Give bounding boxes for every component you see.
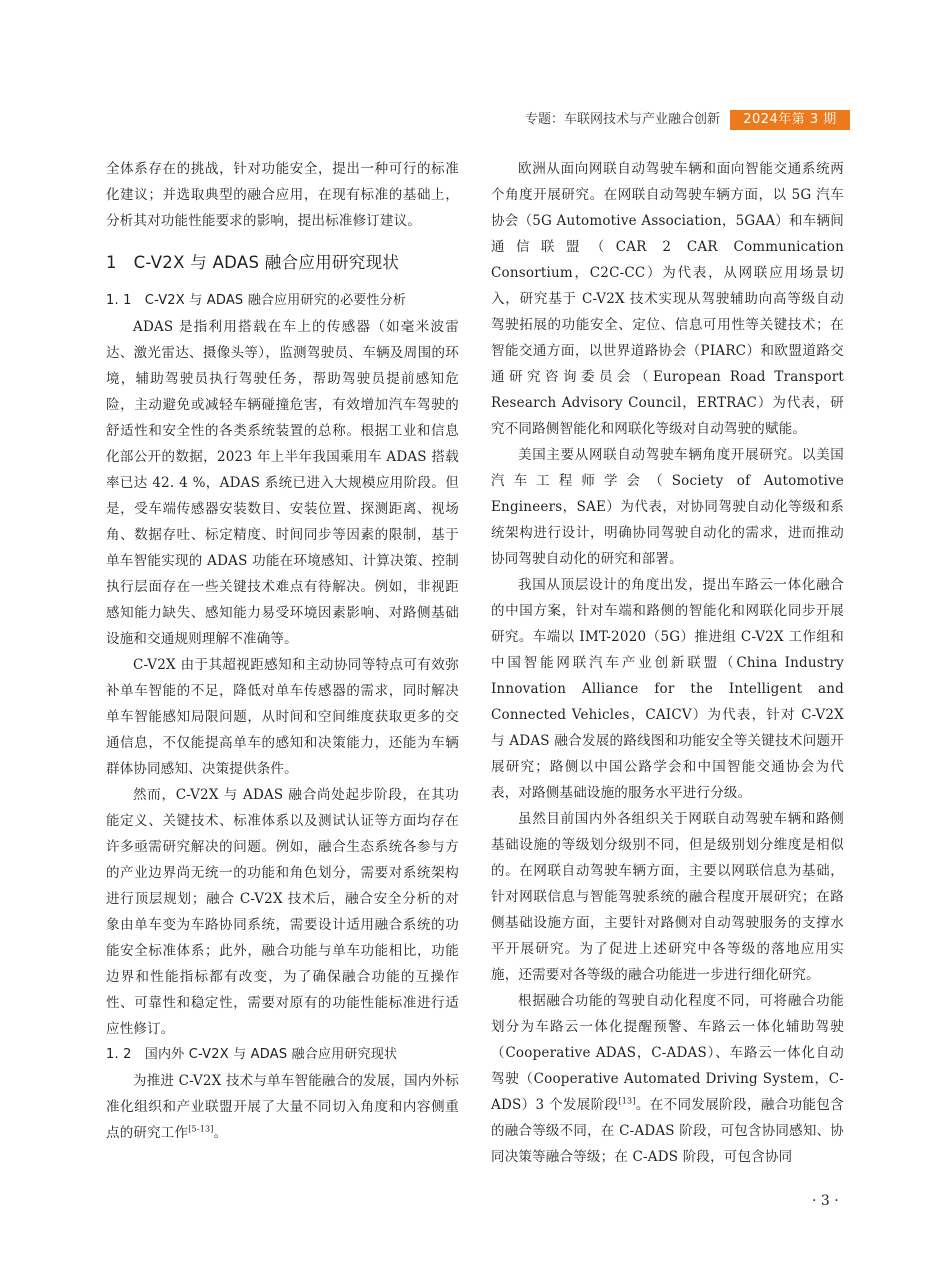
adas-paragraph: ADAS 是指利用搭载在车上的传感器（如毫米波雷达、激光雷达、摄像头等），监测驾驶员、车辆及周围的环境，辅助驾驶员执行驾驶任务，帮助驾驶员提前感知危险，主动避免或减轻车辆碰撞危害，有效增加汽车驾驶的舒适性和安全性的各类系统装置的总称。根据工业和信息化部公开的数据，2023 年上半年我国乘用车 ADAS 搭载率已达 42. 4 %，ADAS 系统已进入大规模应用阶段。但是，受车端传感器安装数目、安装位置、探测距离、视场角、数据存吐、标定精度、时间同步等因素的限制，基于单车智能实现的 ADAS 功能在环境感知、计算决策、控制执行层面存在一些关键技术难点有待解决。例如，非视距感知能力缺失、感知能力易受环境因素影响、对路侧基础设施和交通规则理解不准确等。: [106, 319, 459, 647]
stages-text-end: 。在不同发展阶段，融合功能包含的融合等级不同，在 C-ADAS 阶段，可包含协同感知、协同决策等融合等级；在 C-ADS 阶段，可包含协同: [491, 1097, 844, 1165]
stages-text: 根据融合功能的驾驶自动化程度不同，可将融合功能划分为车路云一体化提醒预警、车路云一体化辅助驾驶（Cooperative ADAS，C-ADAS）、车路云一体化自动驾驶（Cooperative Automated Driving System，C-ADS）3 个发展阶段: [491, 993, 844, 1113]
research-work-end: 。: [213, 1125, 228, 1141]
left-column: [106, 156, 459, 1146]
page-header: [0, 110, 950, 130]
challenges-paragraph: 然而，C-V2X 与 ADAS 融合尚处起步阶段，在其功能定义、关键技术、标准体系以及测试认证等方面均存在许多亟需研究解决的问题。例如，融合生态系统各参与方的产业边界尚无统一的功能和角色划分，需要对系统架构进行顶层规划；融合 C-V2X 技术后，融合安全分析的对象由单车变为车路协同系统，需要设计适用融合系统的功能安全标准体系；此外，融合功能与单车功能相比，功能边界和性能指标都有改变，为了确保融合功能的互操作性、可靠性和稳定性，需要对原有的功能性能标准进行适应性修订。: [106, 787, 459, 1037]
china-paragraph: 我国从顶层设计的角度出发，提出车路云一体化融合的中国方案，针对车端和路侧的智能化和网联化同步开展研究。车端以 IMT-2020（5G）推进组 C-V2X 工作组和中国智能网联汽车产业创新联盟（China Industry Innovation Alliance for the Intelligent and Connected Vehicles，CAICV）为代表，针对 C-V2X 与 ADAS 融合发展的路线图和功能安全等关键技术问题开展研究；路侧以中国公路学会和中国智能交通协会为代表，对路侧基础设施的服务水平进行分级。: [491, 577, 844, 801]
europe-paragraph: 欧洲从面向网联自动驾驶车辆和面向智能交通系统两个角度开展研究。在网联自动驾驶车辆方面，以 5G 汽车协会（5G Automotive Association，5GAA）和车辆间通信联盟（CAR 2 CAR Communication Consortium，C2C-CC）为代表，从网联应用场景切入，研究基于 C-V2X 技术实现从驾驶辅助向高等级自动驾驶拓展的功能安全、定位、信息可用性等关键技术；在智能交通方面，以世界道路协会（PIARC）和欧盟道路交通研究咨询委员会（European Road Transport Research Advisory Council，ERTRAC）为代表，研究不同路侧智能化和网联化等级对自动驾驶的赋能。: [491, 161, 844, 437]
research-work-text: 为推进 C-V2X 技术与单车智能融合的发展，国内外标准化组织和产业联盟开展了大量不同切入角度和内容侧重点的研究工作: [106, 1073, 459, 1141]
stages-paragraph: [491, 988, 844, 1170]
subsection-1-1-heading: 1. 1 C-V2X 与 ADAS 融合应用研究的必要性分析: [106, 293, 407, 308]
header-topic: 专题：车联网技术与产业融合创新: [524, 112, 720, 127]
cv2x-paragraph: C-V2X 由于其超视距感知和主动协同等特点可有效弥补单车智能的不足，降低对单车传感器的需求，同时解决单车智能感知局限问题，从时间和空间维度获取更多的交通信息，不仅能提高单车的感知和决策能力，还能为车辆群体协同感知、决策提供条件。: [106, 657, 459, 777]
usa-paragraph: 美国主要从网联自动驾驶车辆角度开展研究。以美国汽车工程师学会（Society of Automotive Engineers，SAE）为代表，对协同驾驶自动化等级和系统架构进行设计，明确协同驾驶自动化的需求，进而推动协同驾驶自动化的研究和部署。: [491, 447, 844, 567]
research-work-paragraph: [106, 1068, 459, 1146]
section-1-heading: 1 C-V2X 与 ADAS 融合应用研究现状: [106, 253, 400, 272]
right-column: [491, 156, 844, 1170]
citation-13: [13]: [618, 1096, 636, 1106]
page-number: · 3 ·: [812, 1193, 839, 1209]
intro-paragraph: 全体系存在的挑战，针对功能安全，提出一种可行的标准化建议；并选取典型的融合应用，在现有标准的基础上，分析其对功能性能要求的影响，提出标准修订建议。: [106, 161, 459, 229]
issue-badge: 2024年第 3 期: [730, 110, 850, 130]
citation-5-13: [5-13]: [188, 1124, 214, 1134]
subsection-1-2-heading: 1. 2 国内外 C-V2X 与 ADAS 融合应用研究现状: [106, 1047, 398, 1062]
classification-paragraph: 虽然目前国内外各组织关于网联自动驾驶车辆和路侧基础设施的等级划分级别不同，但是级别划分维度是相似的。在网联自动驾驶车辆方面，主要以网联信息为基础，针对网联信息与智能驾驶系统的融合程度开展研究；在路侧基础设施方面，主要针对路侧对自动驾驶服务的支撑水平开展研究。为了促进上述研究中各等级的落地应用实施，还需要对各等级的融合功能进一步进行细化研究。: [491, 811, 844, 983]
